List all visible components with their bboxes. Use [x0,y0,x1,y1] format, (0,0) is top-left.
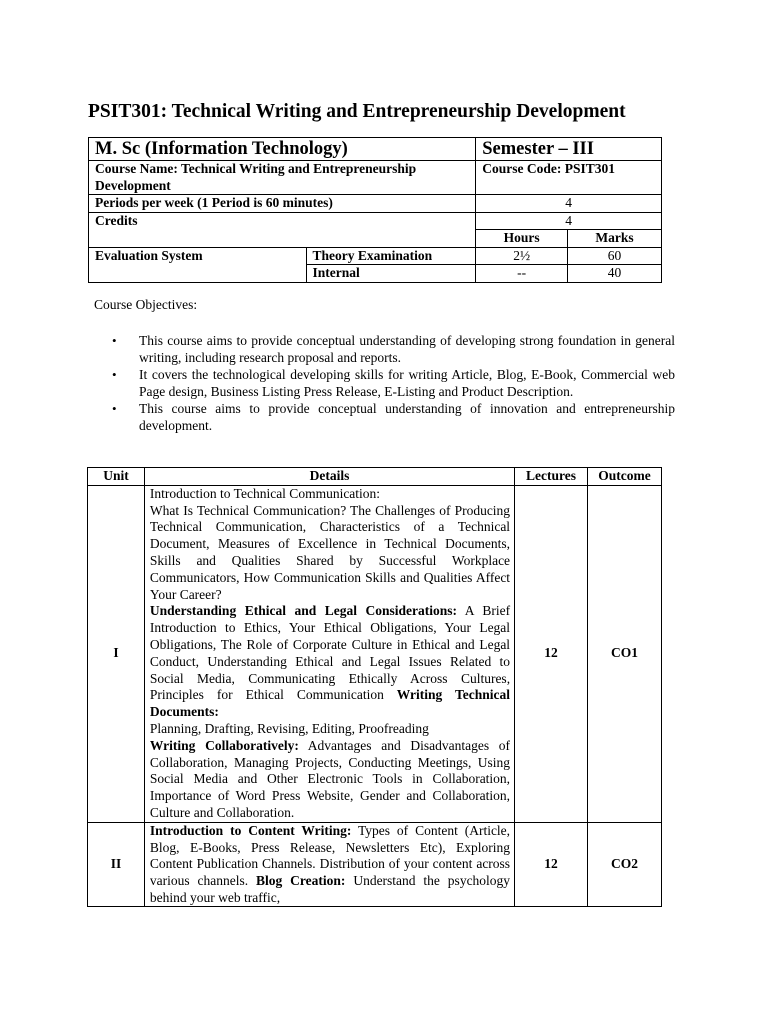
syllabus-table [87,467,662,907]
objective-item [112,366,675,400]
details-heading: Introduction to Content Writing: [149,822,352,838]
details-heading: Understanding Ethical and Legal Considerations: [149,603,458,619]
objective-item [112,400,675,434]
theory-label: Theory Examination [306,247,476,265]
credits-value: 4 [476,212,662,230]
details-segment: Types of Content (Article, Blog, E-Books, Press Release, Newsletters Etc), Exploring Content Publication Channels. Distribution of your content across various channels. [149,822,511,889]
credits-row [89,212,662,230]
details-segment: A Brief Introduction to Ethics, Your Ethical Obligations, Your Legal Obligations, The Role of Corporate Culture in Ethical and Legal Conduct, Understanding Ethical and Legal Issues Related to Social Media, Communicating Ethically Across Cultures, Principles for Ethical Communication [149,603,511,703]
unit-number: I [88,485,145,822]
table-row [88,485,662,822]
internal-label: Internal [306,265,476,283]
lectures-header: Lectures [515,468,588,486]
objective-item [112,332,675,366]
objective-text: This course aims to provide conceptual understanding of developing strong foundation in general writing, including research proposal and reports. [139,333,675,365]
periods-row [89,195,662,213]
outcome-code: CO2 [588,822,662,906]
page-title: PSIT301: Technical Writing and Entrepreneurship Development [88,101,626,122]
unit-header: Unit [88,468,145,486]
objective-text: It covers the technological developing skills for writing Article, Blog, E-Book, Commercial web Page design, Business Listing Press Release, E-Listing and Product Description. [139,367,675,399]
details-heading: Writing Technical Documents: [149,687,511,720]
hours-header: Hours [476,230,568,248]
theory-marks: 60 [568,247,662,265]
objectives-list [112,332,675,434]
details-segment: Understand the psychology behind your web traffic, [149,873,511,905]
semester: Semester – III [476,138,662,161]
program-name: M. Sc (Information Technology) [89,138,476,161]
syllabus-header-row [88,468,662,486]
details-header: Details [144,468,514,486]
bullet-icon: • [112,401,117,416]
lectures-count: 12 [515,485,588,822]
internal-hours: -- [476,265,568,283]
details-heading: Writing Collaboratively: [149,737,299,753]
unit-details [144,822,514,906]
outcome-header: Outcome [588,468,662,486]
details-segment: Introduction to Technical Communication: [149,485,381,501]
course-row [89,161,662,195]
theory-row [89,247,662,265]
periods-value: 4 [476,195,662,213]
course-info-table [88,137,662,283]
details-segment: Planning, Drafting, Revising, Editing, Proofreading [149,720,429,736]
outcome-code: CO1 [588,485,662,822]
course-code: Course Code: PSIT301 [476,161,662,195]
marks-header: Marks [568,230,662,248]
eval-header-row [89,230,662,248]
details-segment: Advantages and Disadvantages of Collaboration, Managing Projects, Conducting Meetings, Using Social Media and Other Electronic Tools in Collaboration, Importance of Word Press Website, Gender and Collaboration, Culture and Collaboration. [149,737,511,820]
objective-text: This course aims to provide conceptual understanding of innovation and entrepreneurship development. [139,401,675,433]
program-row [89,138,662,161]
bullet-icon: • [112,333,117,348]
course-name: Course Name: Technical Writing and Entrepreneurship Development [89,161,476,195]
eval-header-spacer [89,230,476,248]
unit-details [144,485,514,822]
internal-marks: 40 [568,265,662,283]
bullet-icon: • [112,367,117,382]
details-segment: What Is Technical Communication? The Challenges of Producing Technical Communication, Characteristics of a Technical Document, Measures of Excellence in Technical Documents, Skills and Qualities Shared by Successful Workplace Communicators, How Communication Skills and Qualities Affect Your Career? [149,502,511,602]
objectives-heading: Course Objectives: [94,297,198,312]
table-row [88,822,662,906]
lectures-count: 12 [515,822,588,906]
credits-label: Credits [89,212,476,230]
periods-label: Periods per week (1 Period is 60 minutes) [89,195,476,213]
details-heading: Blog Creation: [256,873,346,889]
theory-hours: 2½ [476,247,568,265]
unit-number: II [88,822,145,906]
evaluation-label: Evaluation System [89,247,307,282]
